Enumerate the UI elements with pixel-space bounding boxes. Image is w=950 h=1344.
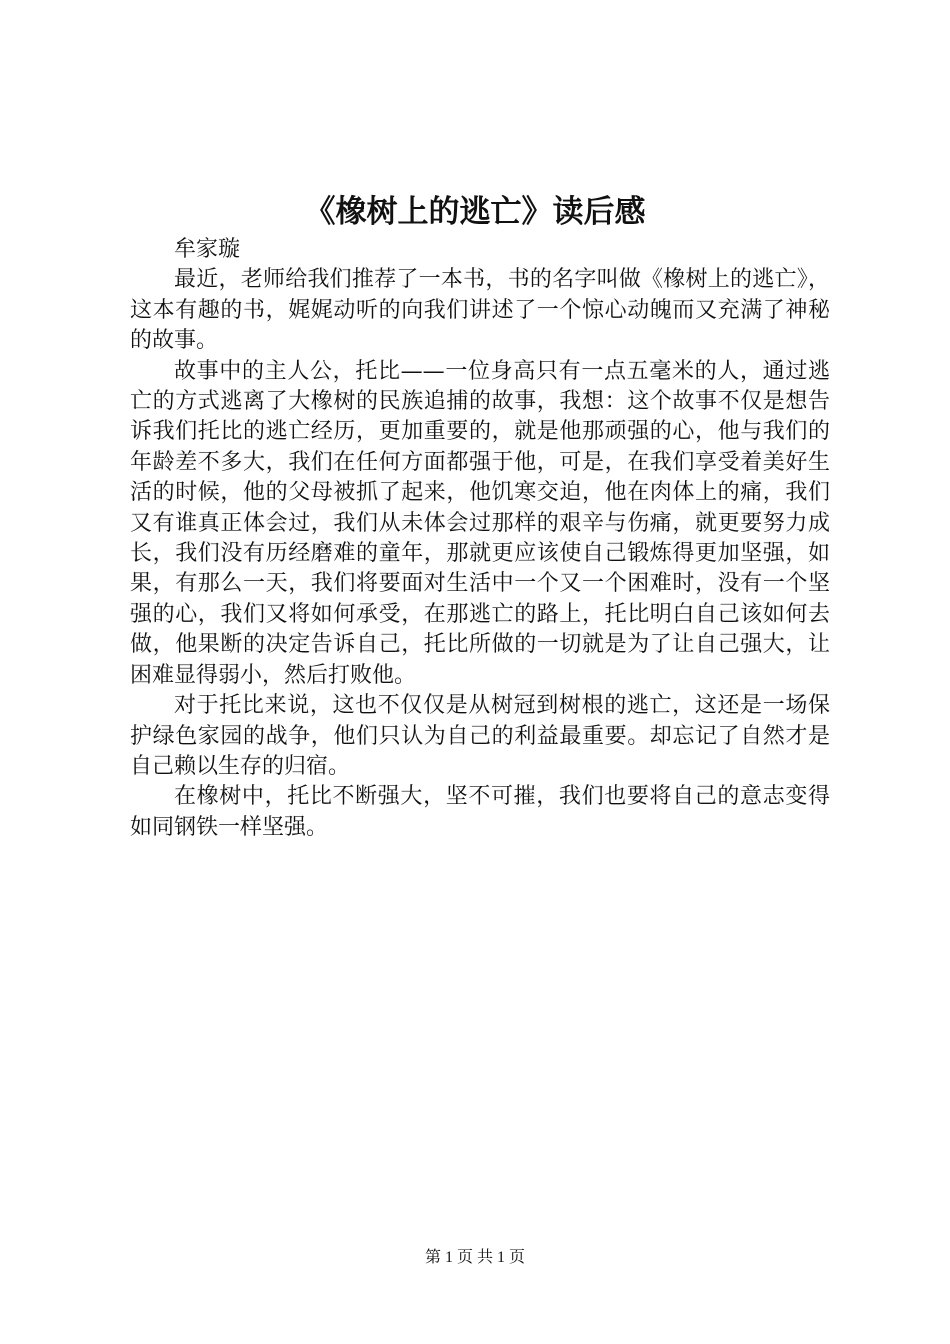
paragraph-4: 在橡树中，托比不断强大，坚不可摧，我们也要将自己的意志变得如同钢铁一样坚强。 [130,784,830,840]
paragraph-2: 故事中的主人公，托比——一位身高只有一点五毫米的人，通过逃亡的方式逃离了大橡树的民族追捕的故事，我想：这个故事不仅是想告诉我们托比的逃亡经历，更加重要的，就是他那顽强的心，他与我们的年龄差不多大，我们在任何方面都强于他，可是，在我们享受着美好生活的时候，他的父母被抓了起来，他饥寒交迫，他在肉体上的痛，我们又有谁真正体会过，我们从未体会过那样的艰辛与伤痛，就更要努力成长，我们没有历经磨难的童年，那就更应该使自己锻炼得更加坚强，如果，有那么一天，我们将要面对生活中一个又一个困难时，没有一个坚强的心，我们又将如何承受，在那逃亡的路上，托比明白自己该如何去做，他果断的决定告诉自己，托比所做的一切就是为了让自己强大，让困难显得弱小，然后打败他。 [130,358,830,688]
document-body [130,235,830,843]
document-title: 《橡树上的逃亡》读后感 [304,194,646,230]
paragraph-1: 最近，老师给我们推荐了一本书，书的名字叫做《橡树上的逃亡》，这本有趣的书，娓娓动听的向我们讲述了一个惊心动魄而又充满了神秘的故事。 [130,267,830,354]
paragraph-3: 对于托比来说，这也不仅仅是从树冠到树根的逃亡，这还是一场保护绿色家园的战争，他们只认为自己的利益最重要。却忘记了自然才是自己赖以生存的归宿。 [130,693,830,779]
author-name: 牟家璇 [174,237,241,262]
page-footer: 第 1 页 共 1 页 [424,1249,525,1266]
